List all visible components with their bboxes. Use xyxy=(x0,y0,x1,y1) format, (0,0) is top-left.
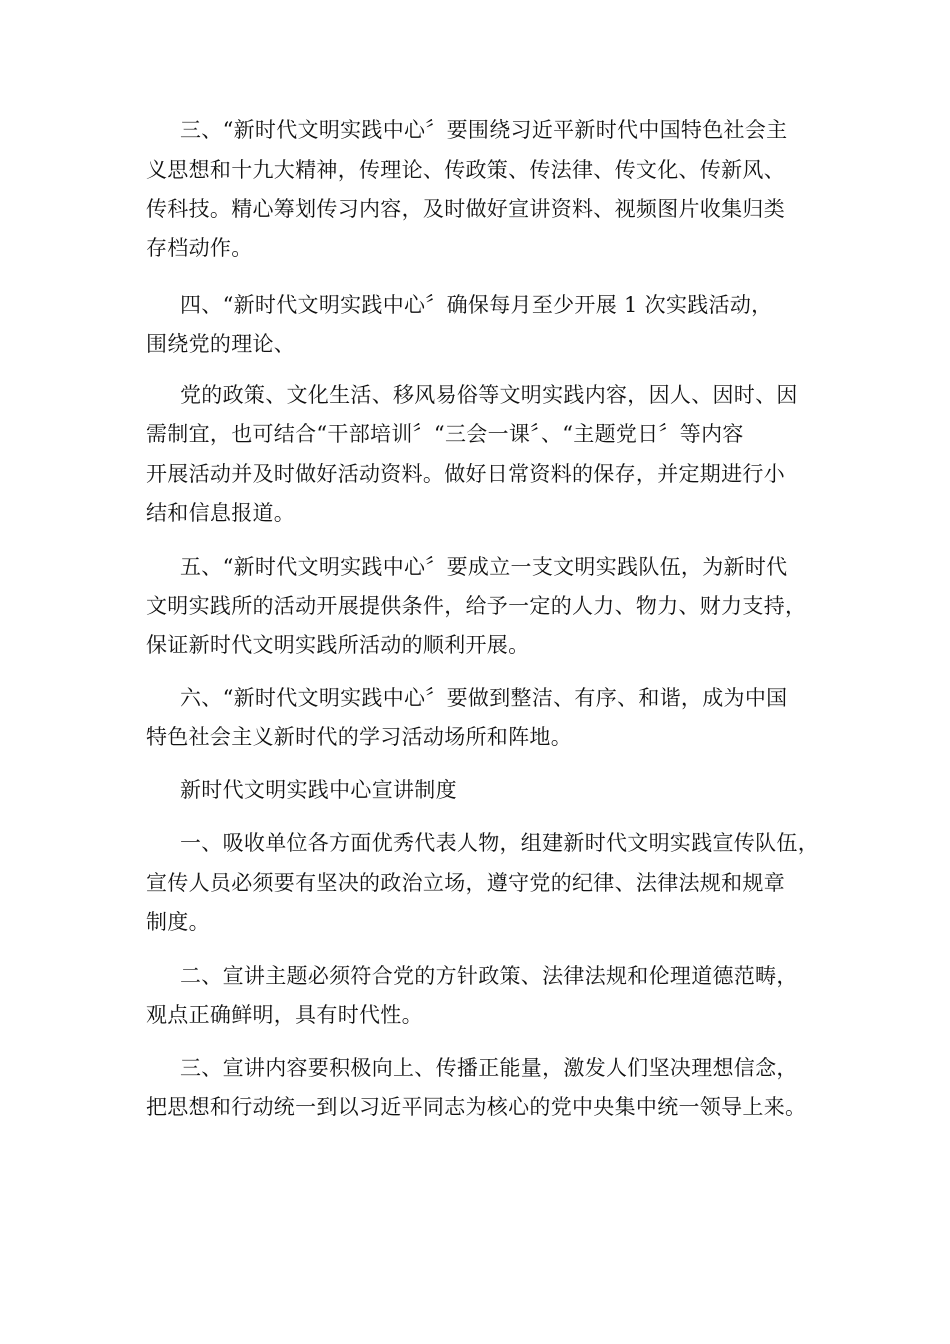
paragraph-6-line-2: 特色社会主义新时代的学习活动场所和阵地。 xyxy=(146,725,572,749)
rule-1-line-3: 制度。 xyxy=(146,910,210,934)
rule-2-line-2: 观点正确鲜明，具有时代性。 xyxy=(146,1003,423,1027)
paragraph-5-line-3: 保证新时代文明实践所活动的顺利开展。 xyxy=(146,633,530,657)
paragraph-4b-line-2: 需制宜，也可结合“干部培训〞“三会一课〞、“主题党日〞等内容 xyxy=(146,422,744,446)
rule-1-line-1: 一、吸收单位各方面优秀代表人物，组建新时代文明实践宣传队伍， xyxy=(180,831,819,855)
paragraph-4-line-1: 四、“新时代文明实践中心〞确保每月至少开展 1 次实践活动， xyxy=(180,293,773,317)
rule-1-line-2: 宣传人员必须要有坚决的政治立场，遵守党的纪律、法律法规和规章 xyxy=(146,871,785,895)
paragraph-3-line-1: 三、“新时代文明实践中心〞要围绕习近平新时代中国特色社会主 xyxy=(180,118,788,142)
paragraph-5-line-1: 五、“新时代文明实践中心〞要成立一支文明实践队伍，为新时代 xyxy=(180,555,788,579)
rule-2-line-1: 二、宣讲主题必须符合党的方针政策、法律法规和伦理道德范畴， xyxy=(180,964,798,988)
paragraph-4b-line-4: 结和信息报道。 xyxy=(146,501,296,525)
rule-3-line-1: 三、宣讲内容要积极向上、传播正能量，激发人们坚决理想信念， xyxy=(180,1056,798,1080)
paragraph-3-line-2: 义思想和十九大精神，传理论、传政策、传法律、传文化、传新风、 xyxy=(146,158,785,182)
paragraph-4b-line-3: 开展活动并及时做好活动资料。做好日常资料的保存，并定期进行小 xyxy=(146,462,785,486)
paragraph-3-line-4: 存档动作。 xyxy=(146,236,253,260)
paragraph-4b-line-1: 党的政策、文化生活、移风易俗等文明实践内容，因人、因时、因 xyxy=(180,383,798,407)
rule-3-line-2: 把思想和行动统一到以习近平同志为核心的党中央集中统一领导上来。 xyxy=(146,1095,807,1119)
paragraph-3-line-3: 传科技。精心筹划传习内容，及时做好宣讲资料、视频图片收集归类 xyxy=(146,197,785,221)
paragraph-6-line-1: 六、“新时代文明实践中心〞要做到整洁、有序、和谐，成为中国 xyxy=(180,686,788,710)
section-title: 新时代文明实践中心宣讲制度 xyxy=(180,778,457,802)
paragraph-5-line-2: 文明实践所的活动开展提供条件，给予一定的人力、物力、财力支持， xyxy=(146,594,807,618)
paragraph-4-line-2: 围绕党的理论、 xyxy=(146,332,296,356)
